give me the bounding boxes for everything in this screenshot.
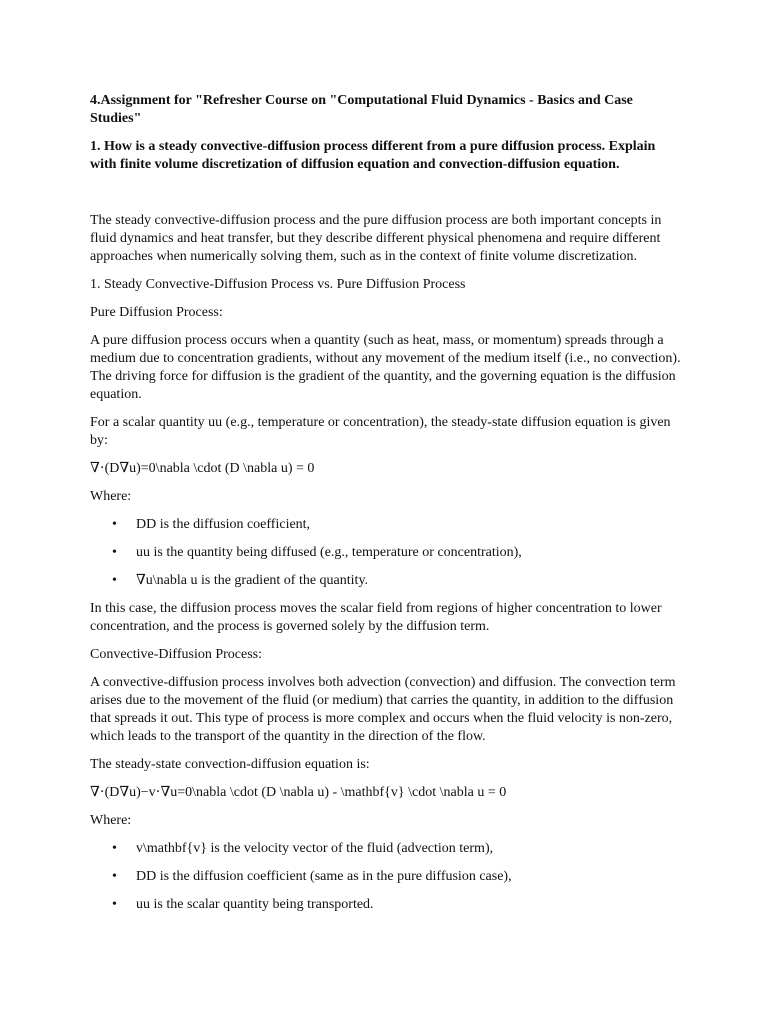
assignment-title: 4.Assignment for "Refresher Course on "Computational Fluid Dynamics - Basics and Case Studies" xyxy=(90,93,633,126)
list-item xyxy=(90,544,684,562)
document-page xyxy=(90,92,684,924)
list-item-text: ∇u\nabla u is the gradient of the quantity. xyxy=(136,573,369,588)
blank-space xyxy=(90,174,684,212)
diffusion-summary-paragraph: In this case, the diffusion process moves the scalar field from regions of higher concentration to lower concentration, and the process is governed solely by the diffusion term. xyxy=(90,601,662,634)
list-item-text: uu is the quantity being diffused (e.g., temperature or concentration), xyxy=(136,545,522,560)
convection-equation-intro: The steady-state convection-diffusion equation is: xyxy=(90,757,370,772)
scalar-quantity-paragraph: For a scalar quantity uu (e.g., temperature or concentration), the steady-state diffusion equation is given by: xyxy=(90,415,671,448)
question-heading: 1. How is a steady convective-diffusion process different from a pure diffusion process. Explain with finite volume discretization of diffusion equation and convection-diffusion equation. xyxy=(90,139,656,172)
diffusion-equation: ∇⋅(D∇u)=0\nabla \cdot (D \nabla u) = 0 xyxy=(90,461,315,476)
bullet-icon: • xyxy=(112,841,117,856)
bullet-icon: • xyxy=(112,573,117,588)
list-item xyxy=(90,840,684,858)
section-heading: 1. Steady Convective-Diffusion Process vs. Pure Diffusion Process xyxy=(90,277,466,292)
intro-paragraph: The steady convective-diffusion process and the pure diffusion process are both important concepts in fluid dynamics and heat transfer, but they describe different physical phenomena and require different approaches when numerically solving them, such as in the context of finite volume discretization. xyxy=(90,213,662,264)
where-label: Where: xyxy=(90,489,132,504)
list-item-text: v\mathbf{v} is the velocity vector of the fluid (advection term), xyxy=(136,841,494,856)
list-item xyxy=(90,896,684,914)
list-item-text: DD is the diffusion coefficient (same as in the pure diffusion case), xyxy=(136,869,512,884)
list-item xyxy=(90,868,684,886)
list-item-text: DD is the diffusion coefficient, xyxy=(136,517,311,532)
pure-diffusion-bullet-list xyxy=(90,516,684,590)
bullet-icon: • xyxy=(112,545,117,560)
list-item xyxy=(90,572,684,590)
convection-diffusion-equation: ∇⋅(D∇u)−v⋅∇u=0\nabla \cdot (D \nabla u) - \mathbf{v} \cdot \nabla u = 0 xyxy=(90,785,507,800)
bullet-icon: • xyxy=(112,517,117,532)
convective-diffusion-heading: Convective-Diffusion Process: xyxy=(90,647,262,662)
bullet-icon: • xyxy=(112,869,117,884)
bullet-icon: • xyxy=(112,897,117,912)
pure-diffusion-paragraph: A pure diffusion process occurs when a quantity (such as heat, mass, or momentum) spreads through a medium due to concentration gradients, without any movement of the medium itself (i.e., no convection). The driving force for diffusion is the gradient of the quantity, and the governing equation is the diffusion equation. xyxy=(90,333,681,402)
list-item-text: uu is the scalar quantity being transported. xyxy=(136,897,374,912)
list-item xyxy=(90,516,684,534)
where-label: Where: xyxy=(90,813,132,828)
convective-diffusion-bullet-list xyxy=(90,840,684,914)
convective-diffusion-paragraph: A convective-diffusion process involves both advection (convection) and diffusion. The convection term arises due to the movement of the fluid (or medium) that carries the quantity, in addition to the diffusion that spreads it out. This type of process is more complex and occurs when the fluid velocity is non-zero, which leads to the transport of the quantity in the direction of the flow. xyxy=(90,675,676,744)
pure-diffusion-heading: Pure Diffusion Process: xyxy=(90,305,223,320)
